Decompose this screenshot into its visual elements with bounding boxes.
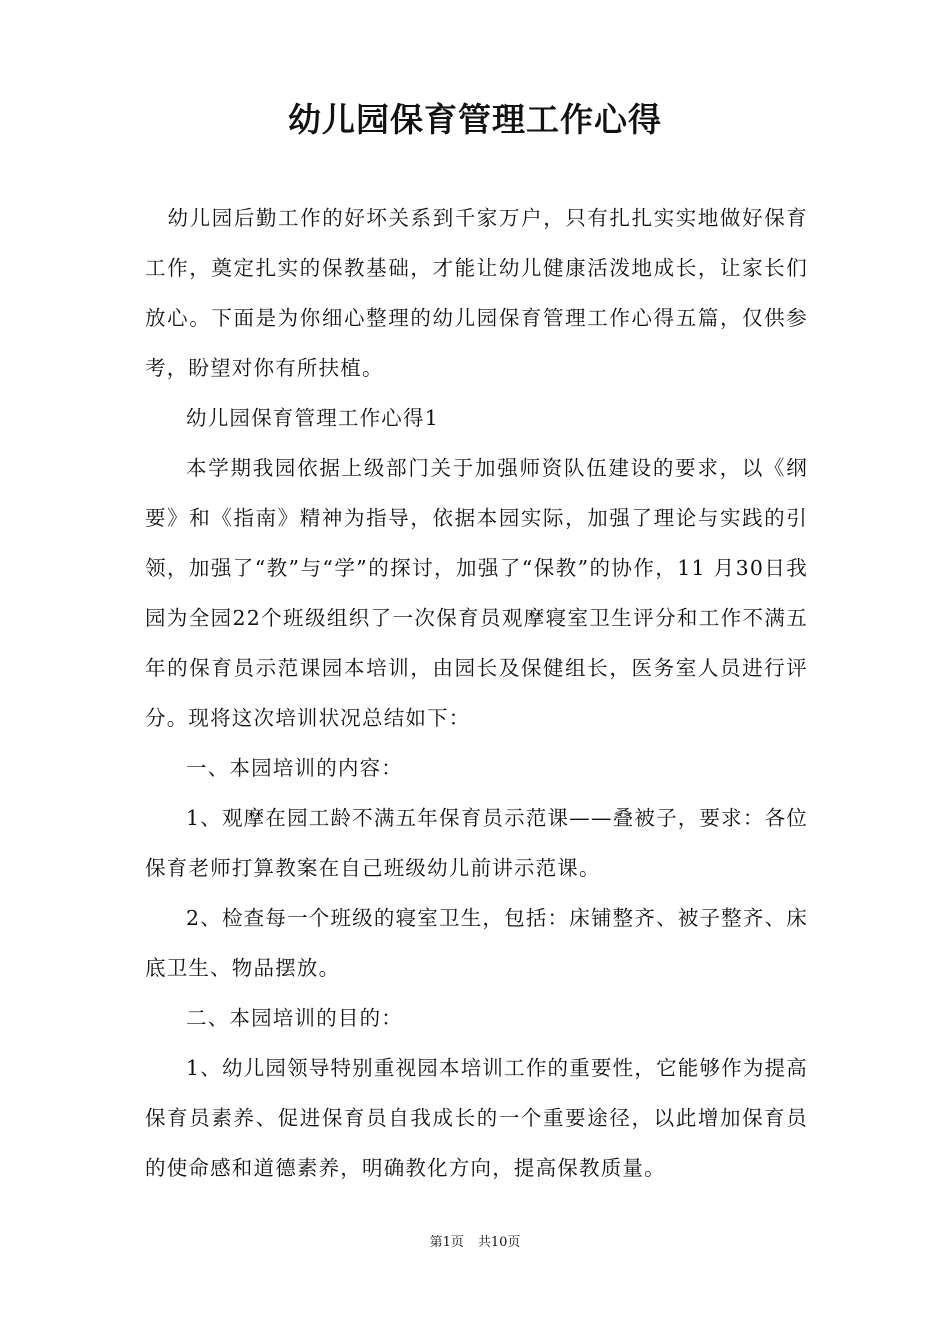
list-item: 1、观摩在园工龄不满五年保育员示范课——叠被子，要求：各位保育老师打算教案在自己班级幼儿前讲示范课。	[145, 806, 808, 880]
subsection-heading: 一、本园培训的内容：	[186, 756, 403, 780]
document-title: 幼儿园保育管理工作心得	[288, 100, 662, 139]
list-item: 1、幼儿园领导特别重视园本培训工作的重要性，它能够作为提高保育员素养、促进保育员自我成长的一个重要途径，以此增加保育员的使命感和道德素养，明确教化方向，提高保教质量。	[145, 1056, 808, 1180]
subsection-heading: 二、本园培训的目的：	[186, 1006, 403, 1030]
document-body	[145, 193, 808, 1193]
page-count: 共10页	[477, 1235, 521, 1250]
intro-paragraph: 幼儿园后勤工作的好坏关系到千家万户，只有扎扎实实地做好保育工作，奠定扎实的保教基础，才能让幼儿健康活泼地成长，让家长们放心。下面是为你细心整理的幼儿园保育管理工作心得五篇，仅供参考，盼望对你有所扶植。	[145, 206, 808, 380]
page-number: 第1页	[429, 1235, 464, 1250]
section-heading: 幼儿园保育管理工作心得1	[186, 406, 439, 430]
body-paragraph: 本学期我园依据上级部门关于加强师资队伍建设的要求，以《纲要》和《指南》精神为指导，依据本园实际，加强了理论与实践的引领，加强了“教”与“学”的探讨，加强了“保教”的协作，11 月30日我园为全园22个班级组织了一次保育员观摩寝室卫生评分和工作不满五年的保育员示范课园本培训，由园长及保健组长，医务室人员进行评分。现将这次培训状况总结如下：	[145, 456, 808, 730]
page-footer	[0, 1231, 950, 1250]
list-item: 2、检查每一个班级的寝室卫生，包括：床铺整齐、被子整齐、床底卫生、物品摆放。	[145, 906, 808, 980]
